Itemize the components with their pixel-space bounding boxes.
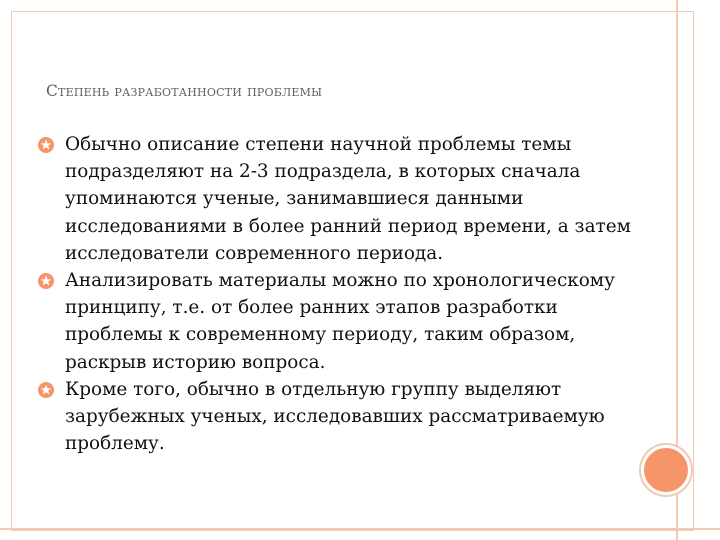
decorative-circle	[641, 445, 691, 495]
bullet-text: Кроме того, обычно в отдельную группу выделяют зарубежных ученых, исследовавших рассматриваемую проблему.	[65, 378, 605, 455]
bullet-item	[38, 131, 638, 267]
bullet-item	[38, 376, 638, 458]
star-bullet-icon	[38, 273, 54, 289]
star-bullet-icon	[38, 137, 54, 153]
bullet-item	[38, 267, 638, 376]
bullet-text: Обычно описание степени научной проблемы темы подразделяют на 2-3 подраздела, в которых сначала упоминаются ученые, занимавшиеся данными исследованиями в более ранний период времени, а затем исследователи современного периода.	[65, 134, 631, 264]
bullet-text: Анализировать материалы можно по хронологическому принципу, т.е. от более ранних этапов разработки проблемы к современному периоду, таким образом, раскрыв историю вопроса.	[65, 270, 615, 373]
bullet-list	[38, 131, 638, 457]
star-bullet-icon	[38, 382, 54, 398]
frame-horizontal-line	[0, 528, 720, 530]
slide-title: Степень разработанности проблемы	[46, 82, 323, 100]
